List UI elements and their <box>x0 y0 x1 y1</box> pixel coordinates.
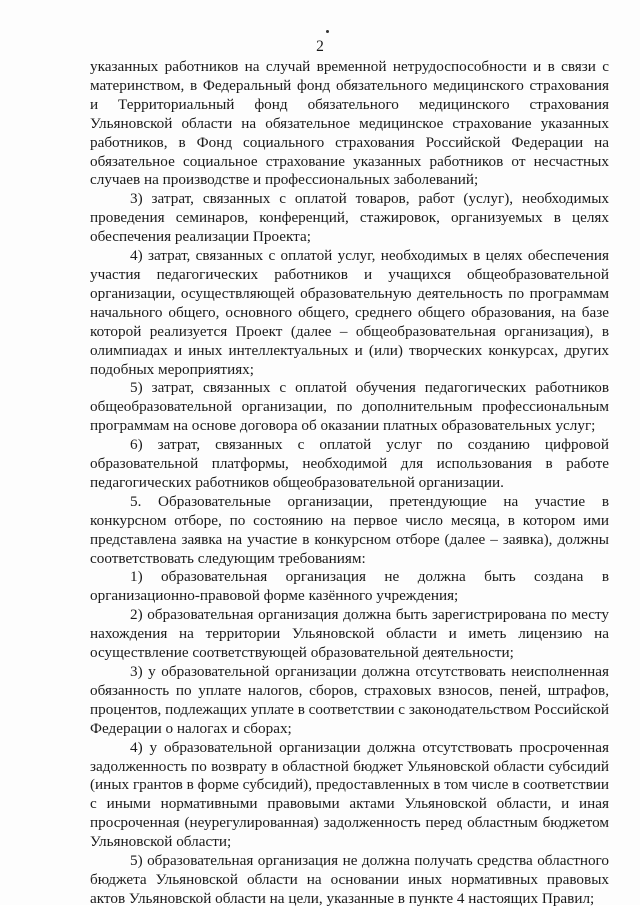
paragraph-requirement-1: 1) образовательная организация не должна быть создана в организационно-правовой форме казённого учреждения; <box>90 568 609 605</box>
paragraph-requirement-4: 4) у образовательной организации должна отсутствовать просроченная задолженность по возврату в областной бюджет Ульяновской области субсидий (иных грантов в форме субсидий), предоставленных в том числе в соответствии с иными нормативными правовыми актами Ульяновской области, и иная просроченная (неурегулированная) задолженность перед областным бюджетом Ульяновской области; <box>90 738 609 851</box>
paragraph-requirement-3: 3) у образовательной организации должна отсутствовать неисполненная обязанность по уплате налогов, сборов, страховых взносов, пеней, штрафов, процентов, подлежащих уплате в соответствии с законодательством Российской Федерации о налогах и сборах; <box>90 663 610 737</box>
paragraph-item-5-costs: 5) затрат, связанных с оплатой обучения педагогических работников общеобразовательной организации, по дополнительным профессиональным программам на основе договора об оказании платных образовательных услуг; <box>90 379 609 435</box>
paragraph-requirement-5: 5) образовательная организация не должна получать средства областного бюджета Ульяновской области на основании иных нормативных правовых актов Ульяновской области на цели, указанные в пункте 4 настоящих Правил; <box>90 852 609 907</box>
document-body <box>90 58 609 909</box>
paragraph-item-6-costs: 6) затрат, связанных с оплатой услуг по созданию цифровой образовательной платформы, необходимой для использования в работе педагогических работников общеобразовательной организации. <box>90 436 609 491</box>
paragraph-requirement-2: 2) образовательная организация должна быть зарегистрирована по месту нахождения на территории Ульяновской области и иметь лицензию на осуществление соответствующей образовательной деятельности; <box>90 606 609 662</box>
paragraph-section-5: 5. Образовательные организации, претендующие на участие в конкурсном отборе, по состоянию на первое число месяца, в котором ими представлена заявка на участие в конкурсном отборе (далее – заявка), должны соответствовать следующим требованиям: <box>90 492 609 567</box>
page-number: 2 <box>316 38 324 55</box>
paragraph-item-4-costs: 4) затрат, связанных с оплатой услуг, необходимых в целях обеспечения участия педагогических работников и учащихся общеобразовательной организации, осуществляющей образовательную деятельность по программам начального общего, основного общего, среднего общего образования, на базе которой реализуется Проект (далее – общеобразовательная организация), в олимпиадах и иных интеллектуальных и (или) творческих конкурсах, других подобных мероприятиях; <box>90 247 609 378</box>
scan-dot <box>326 30 329 33</box>
paragraph-continuation: указанных работников на случай временной нетрудоспособности и в связи с материнством, в Федеральный фонд обязательного медицинского страхования и Территориальный фонд обязательного медицинского страхования Ульяновской области на обязательное медицинское страхование указанных работников, в Фонд социального страхования Российской Федерации на обязательное социальное страхование указанных работников от несчастных случаев на производстве и профессиональных заболеваний; <box>90 58 609 189</box>
paragraph-item-3-costs: 3) затрат, связанных с оплатой товаров, работ (услуг), необходимых проведения семинаров, конференций, стажировок, организуемых в целях обеспечения реализации Проекта; <box>90 190 609 246</box>
